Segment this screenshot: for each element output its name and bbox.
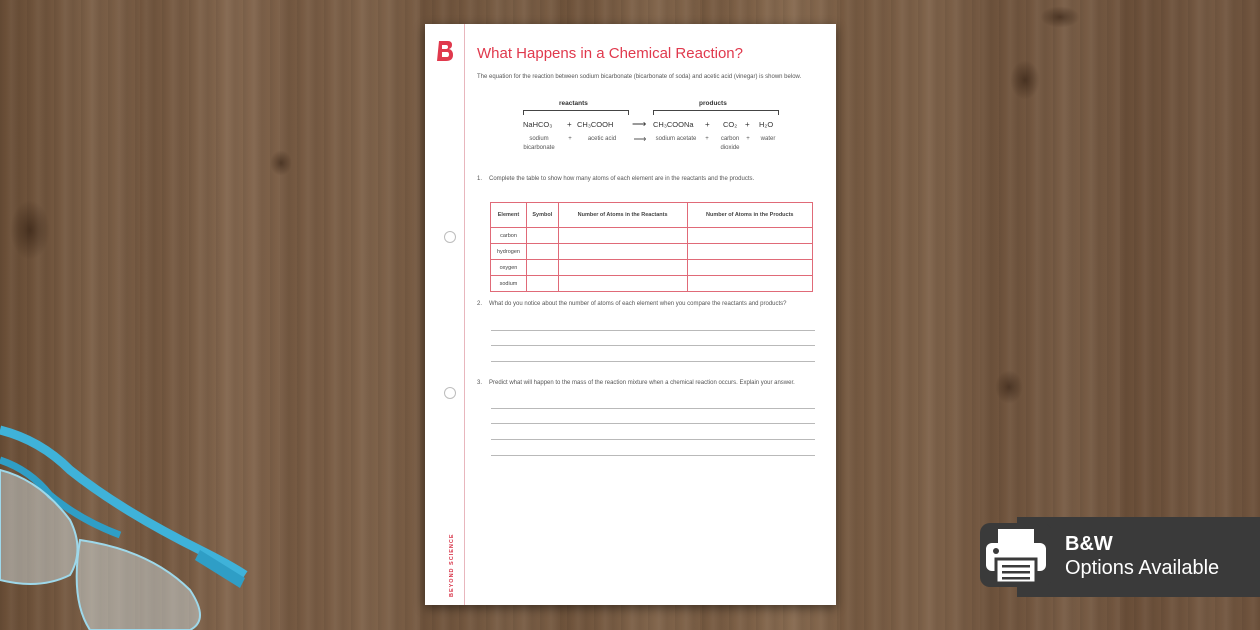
product-1: CH₃COONa	[653, 120, 694, 129]
question-2	[477, 299, 817, 309]
table-header: Symbol	[526, 203, 558, 228]
printer-icon	[980, 523, 1052, 587]
element-cell: sodium	[491, 276, 527, 292]
question-text: Complete the table to show how many atoms of each element are in the reactants and the products.	[489, 176, 755, 182]
reaction-arrow: ⟶	[633, 134, 647, 144]
table-header: Element	[491, 203, 527, 228]
plus-sign: +	[567, 120, 572, 129]
reactants-count-cell[interactable]	[558, 228, 687, 244]
answer-line[interactable]	[491, 330, 815, 331]
brand-vertical-text	[447, 499, 457, 599]
table-header: Number of Atoms in the Reactants	[558, 203, 687, 228]
wood-knot	[995, 370, 1023, 404]
wood-knot	[1040, 6, 1080, 28]
products-count-cell[interactable]	[687, 244, 812, 260]
margin-line	[464, 24, 465, 605]
safety-glasses-image	[0, 400, 260, 630]
products-count-cell[interactable]	[687, 276, 812, 292]
worksheet-page	[425, 24, 836, 605]
table-header: Number of Atoms in the Products	[687, 203, 812, 228]
reactants-label: reactants	[559, 100, 588, 107]
question-number: 2.	[477, 301, 483, 307]
products-count-cell[interactable]	[687, 228, 812, 244]
question-text: Predict what will happen to the mass of the reaction mixture when a chemical reaction occurs. Explain your answer.	[489, 380, 795, 386]
table-row	[491, 228, 813, 244]
product-3: H₂O	[759, 120, 774, 129]
plus-sign: +	[568, 136, 572, 142]
question-text: What do you notice about the number of atoms of each element when you compare the reactants and products?	[489, 301, 787, 307]
worksheet-title: What Happens in a Chemical Reaction?	[477, 45, 743, 62]
plus-sign: +	[746, 136, 750, 142]
brand-label: BEYOND SCIENCE	[449, 533, 455, 597]
table-header-row	[491, 203, 813, 228]
question-1	[477, 174, 817, 184]
products-brace	[653, 110, 779, 115]
table-row	[491, 276, 813, 292]
plus-sign: +	[705, 136, 709, 142]
element-cell: hydrogen	[491, 244, 527, 260]
badge-subtitle: Options Available	[1065, 557, 1220, 579]
bw-options-badge	[1017, 517, 1260, 597]
reactants-brace	[523, 110, 629, 115]
reactants-count-cell[interactable]	[558, 276, 687, 292]
symbol-cell[interactable]	[526, 276, 558, 292]
answer-line[interactable]	[491, 361, 815, 362]
wood-knot	[10, 200, 50, 260]
reactants-count-cell[interactable]	[558, 244, 687, 260]
table-row	[491, 244, 813, 260]
intro-text: The equation for the reaction between sodium bicarbonate (bicarbonate of soda) and acetic acid (vinegar) is shown below.	[477, 74, 802, 80]
question-number: 3.	[477, 380, 483, 386]
reaction-arrow: ⟶	[632, 119, 647, 130]
symbol-cell[interactable]	[526, 244, 558, 260]
reactant-2-name: acetic acid	[587, 136, 617, 142]
badge-title: B&W	[1065, 533, 1113, 555]
plus-sign: +	[705, 120, 710, 129]
wood-knot	[270, 150, 292, 176]
element-cell: carbon	[491, 228, 527, 244]
reactant-1-name: sodium bicarbonate	[523, 136, 555, 151]
symbol-cell[interactable]	[526, 260, 558, 276]
plus-sign: +	[745, 120, 750, 129]
answer-line[interactable]	[491, 455, 815, 456]
product-3-name: water	[760, 136, 776, 142]
product-2-name: carbon dioxide	[720, 136, 740, 151]
question-number: 1.	[477, 176, 483, 182]
punch-hole	[444, 231, 456, 243]
symbol-cell[interactable]	[526, 228, 558, 244]
wood-knot	[1010, 60, 1040, 100]
reactant-2: CH₃COOH	[577, 120, 614, 129]
answer-line[interactable]	[491, 439, 815, 440]
reactants-count-cell[interactable]	[558, 260, 687, 276]
question-3	[477, 378, 817, 388]
product-1-name: sodium acetate	[655, 136, 697, 142]
reactant-1: NaHCO₃	[523, 120, 553, 129]
answer-line[interactable]	[491, 408, 815, 409]
product-2: CO₂	[723, 120, 738, 129]
products-label: products	[699, 100, 727, 107]
element-cell: oxygen	[491, 260, 527, 276]
beyond-logo-icon	[436, 40, 454, 62]
table-row	[491, 260, 813, 276]
products-count-cell[interactable]	[687, 260, 812, 276]
punch-hole	[444, 387, 456, 399]
answer-line[interactable]	[491, 423, 815, 424]
atoms-table	[490, 202, 813, 292]
answer-line[interactable]	[491, 345, 815, 346]
